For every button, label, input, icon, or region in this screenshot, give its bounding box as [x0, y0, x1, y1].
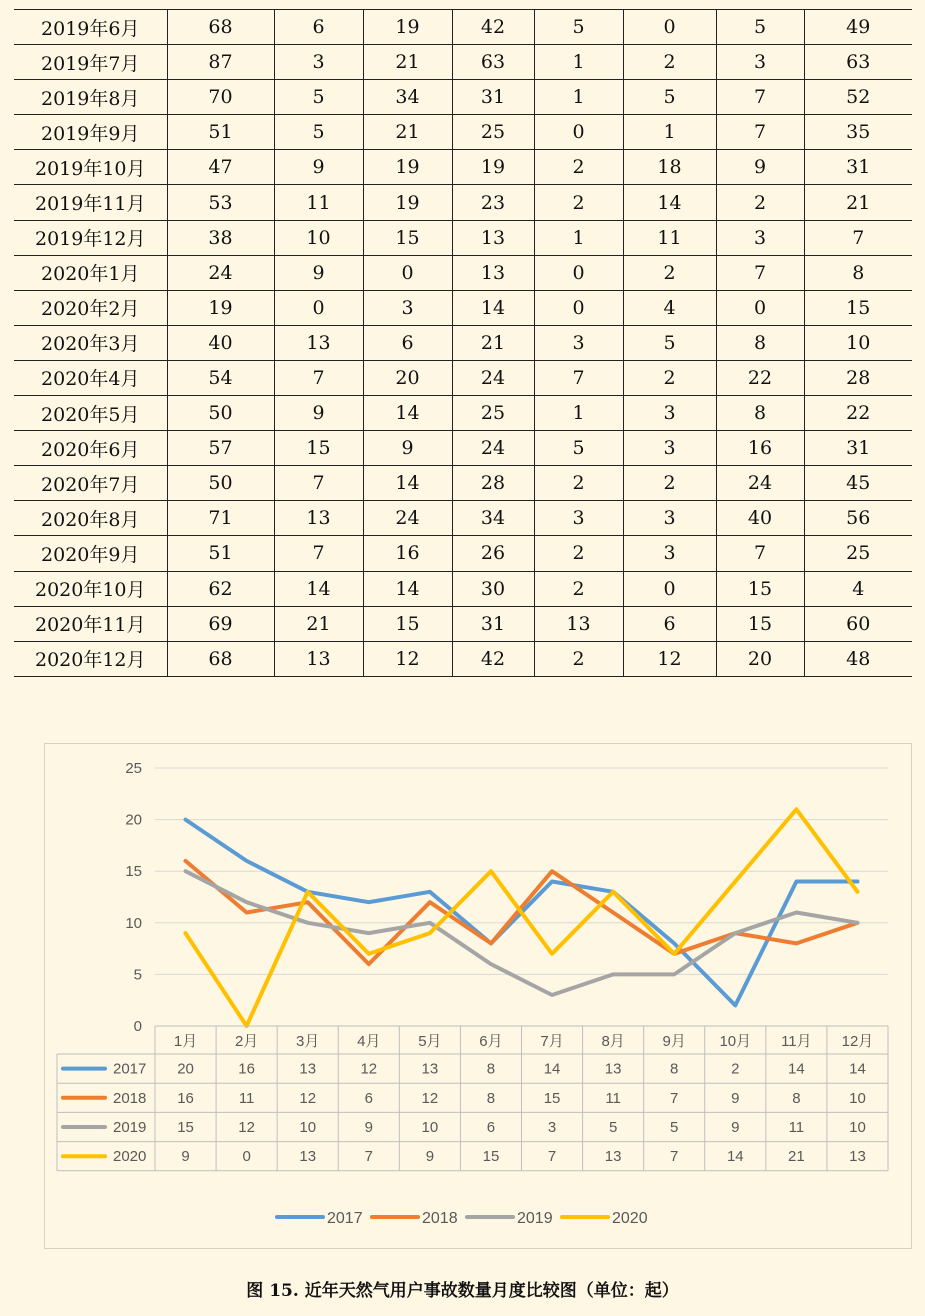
- value-cell: 6: [623, 606, 716, 641]
- value-cell: 54: [167, 360, 274, 395]
- value-cell: 62: [167, 571, 274, 606]
- value-cell: 12: [623, 641, 716, 676]
- value-cell: 14: [623, 185, 716, 220]
- figure-caption: 图 15. 近年天然气用户事故数量月度比较图（单位：起）: [246, 1281, 679, 1301]
- value-cell: 11: [274, 185, 363, 220]
- value-cell: 50: [167, 396, 274, 431]
- value-cell: 2: [534, 185, 623, 220]
- value-cell: 15: [716, 606, 804, 641]
- table-row: [14, 45, 912, 80]
- value-cell: 5: [534, 431, 623, 466]
- y-tick-label: 25: [125, 760, 142, 777]
- value-cell: 1: [534, 220, 623, 255]
- value-cell: 50: [167, 466, 274, 501]
- data-table-value: 9: [181, 1148, 190, 1166]
- data-table-value: 5: [670, 1119, 679, 1136]
- table-row: [14, 150, 912, 185]
- value-cell: 9: [274, 255, 363, 290]
- value-cell: 3: [623, 396, 716, 431]
- y-tick-label: 20: [125, 811, 142, 829]
- data-table-value: 8: [792, 1089, 801, 1107]
- value-cell: 21: [363, 45, 452, 80]
- value-cell: 0: [623, 10, 716, 45]
- legend-label: 2018: [422, 1210, 458, 1227]
- x-tick-label: 6月: [479, 1033, 503, 1050]
- data-table-value: 12: [299, 1089, 317, 1107]
- month-cell: 2019年9月: [14, 115, 167, 150]
- x-tick-label: 5月: [418, 1033, 442, 1050]
- value-cell: 28: [804, 360, 912, 395]
- value-cell: 21: [363, 115, 452, 150]
- data-table-value: 3: [547, 1119, 557, 1136]
- month-cell: 2020年5月: [14, 396, 167, 431]
- value-cell: 25: [452, 115, 534, 150]
- data-table-value: 7: [670, 1089, 679, 1107]
- data-table-value: 9: [731, 1119, 740, 1136]
- data-table-value: 11: [605, 1089, 621, 1107]
- value-cell: 9: [363, 431, 452, 466]
- value-cell: 0: [623, 571, 716, 606]
- value-cell: 7: [716, 80, 804, 115]
- value-cell: 5: [623, 325, 716, 360]
- value-cell: 7: [274, 360, 363, 395]
- value-cell: 25: [452, 396, 534, 431]
- table-row: [14, 431, 912, 466]
- table-row: [14, 360, 912, 395]
- value-cell: 16: [363, 536, 452, 571]
- legend-label: 2020: [612, 1210, 648, 1227]
- value-cell: 2: [623, 360, 716, 395]
- data-table-value: 13: [421, 1060, 439, 1078]
- value-cell: 15: [363, 220, 452, 255]
- month-cell: 2020年3月: [14, 325, 167, 360]
- legend-label: 2019: [517, 1210, 553, 1227]
- y-tick-label: 5: [133, 966, 142, 984]
- y-tick-label: 10: [125, 914, 142, 932]
- x-tick-label: 9月: [662, 1033, 686, 1050]
- table-row: [14, 10, 912, 45]
- value-cell: 24: [452, 360, 534, 395]
- data-table-value: 12: [421, 1089, 439, 1107]
- value-cell: 1: [534, 80, 623, 115]
- monthly-accident-table: [14, 9, 912, 677]
- value-cell: 15: [716, 571, 804, 606]
- month-cell: 2019年6月: [14, 10, 167, 45]
- data-table-value: 13: [604, 1060, 622, 1078]
- data-table-value: 10: [849, 1089, 866, 1107]
- data-table-value: 8: [486, 1060, 496, 1078]
- value-cell: 5: [623, 80, 716, 115]
- table-row: [14, 466, 912, 501]
- y-tick-label: 0: [133, 1018, 142, 1035]
- value-cell: 22: [804, 396, 912, 431]
- value-cell: 5: [274, 80, 363, 115]
- data-table-value: 15: [482, 1148, 500, 1166]
- data-table-value: 13: [849, 1148, 866, 1166]
- value-cell: 42: [452, 641, 534, 676]
- value-cell: 35: [804, 115, 912, 150]
- value-cell: 5: [534, 10, 623, 45]
- value-cell: 7: [716, 255, 804, 290]
- value-cell: 25: [804, 536, 912, 571]
- table-row: [14, 255, 912, 290]
- value-cell: 7: [274, 536, 363, 571]
- value-cell: 51: [167, 115, 274, 150]
- value-cell: 56: [804, 501, 912, 536]
- data-table-value: 10: [849, 1119, 866, 1136]
- value-cell: 13: [452, 255, 534, 290]
- data-table-value: 0: [242, 1148, 251, 1166]
- value-cell: 4: [623, 290, 716, 325]
- value-cell: 1: [534, 396, 623, 431]
- value-cell: 21: [274, 606, 363, 641]
- value-cell: 20: [363, 360, 452, 395]
- x-tick-label: 3月: [296, 1033, 320, 1050]
- x-tick-label: 8月: [601, 1033, 625, 1050]
- data-table-value: 8: [486, 1089, 496, 1107]
- value-cell: 34: [452, 501, 534, 536]
- value-cell: 1: [534, 45, 623, 80]
- value-cell: 34: [363, 80, 452, 115]
- value-cell: 2: [534, 466, 623, 501]
- value-cell: 7: [274, 466, 363, 501]
- y-tick-label: 15: [125, 863, 142, 881]
- month-cell: 2020年12月: [14, 641, 167, 676]
- data-table-value: 13: [299, 1148, 317, 1166]
- value-cell: 40: [716, 501, 804, 536]
- table-row: [14, 80, 912, 115]
- table-row: [14, 115, 912, 150]
- month-cell: 2020年11月: [14, 606, 167, 641]
- value-cell: 22: [716, 360, 804, 395]
- value-cell: 40: [167, 325, 274, 360]
- value-cell: 51: [167, 536, 274, 571]
- value-cell: 45: [804, 466, 912, 501]
- data-table-value: 8: [670, 1060, 679, 1078]
- value-cell: 16: [716, 431, 804, 466]
- value-cell: 52: [804, 80, 912, 115]
- table-row: [14, 501, 912, 536]
- value-cell: 13: [274, 641, 363, 676]
- month-cell: 2020年1月: [14, 255, 167, 290]
- table-row: [14, 290, 912, 325]
- value-cell: 5: [274, 115, 363, 150]
- value-cell: 31: [804, 431, 912, 466]
- value-cell: 21: [804, 185, 912, 220]
- month-cell: 2019年7月: [14, 45, 167, 80]
- value-cell: 5: [716, 10, 804, 45]
- data-table-value: 7: [364, 1148, 373, 1166]
- value-cell: 8: [716, 325, 804, 360]
- value-cell: 13: [534, 606, 623, 641]
- value-cell: 3: [623, 501, 716, 536]
- value-cell: 6: [274, 10, 363, 45]
- value-cell: 13: [274, 501, 363, 536]
- value-cell: 3: [623, 431, 716, 466]
- value-cell: 13: [452, 220, 534, 255]
- value-cell: 23: [452, 185, 534, 220]
- value-cell: 42: [452, 10, 534, 45]
- data-table-value: 11: [788, 1119, 805, 1136]
- table-row: [14, 325, 912, 360]
- data-table-value: 20: [177, 1060, 194, 1078]
- table-row: [14, 220, 912, 255]
- value-cell: 0: [534, 115, 623, 150]
- value-cell: 19: [167, 290, 274, 325]
- table-row: [14, 536, 912, 571]
- value-cell: 20: [716, 641, 804, 676]
- data-table-value: 6: [486, 1119, 496, 1136]
- month-cell: 2020年6月: [14, 431, 167, 466]
- value-cell: 3: [716, 45, 804, 80]
- value-cell: 10: [274, 220, 363, 255]
- data-table-value: 14: [726, 1148, 744, 1166]
- value-cell: 18: [623, 150, 716, 185]
- value-cell: 15: [363, 606, 452, 641]
- month-cell: 2019年11月: [14, 185, 167, 220]
- month-cell: 2020年9月: [14, 536, 167, 571]
- data-table-value: 7: [547, 1148, 557, 1166]
- value-cell: 0: [534, 290, 623, 325]
- value-cell: 24: [167, 255, 274, 290]
- value-cell: 8: [716, 396, 804, 431]
- month-cell: 2020年7月: [14, 466, 167, 501]
- series-row-label: 2017: [113, 1060, 147, 1078]
- value-cell: 2: [623, 45, 716, 80]
- value-cell: 3: [363, 290, 452, 325]
- value-cell: 48: [804, 641, 912, 676]
- value-cell: 24: [363, 501, 452, 536]
- value-cell: 1: [623, 115, 716, 150]
- series-row-label: 2020: [113, 1148, 147, 1166]
- value-cell: 11: [623, 220, 716, 255]
- value-cell: 2: [534, 641, 623, 676]
- value-cell: 53: [167, 185, 274, 220]
- value-cell: 19: [363, 150, 452, 185]
- data-table-value: 2: [731, 1060, 740, 1078]
- data-table-value: 21: [788, 1148, 805, 1166]
- value-cell: 68: [167, 641, 274, 676]
- value-cell: 3: [534, 325, 623, 360]
- data-table-value: 9: [364, 1119, 373, 1136]
- value-cell: 15: [804, 290, 912, 325]
- value-cell: 10: [804, 325, 912, 360]
- value-cell: 2: [534, 571, 623, 606]
- table-row: [14, 396, 912, 431]
- month-cell: 2020年10月: [14, 571, 167, 606]
- data-table-value: 12: [238, 1119, 255, 1136]
- data-table-value: 13: [299, 1060, 317, 1078]
- data-table-value: 9: [425, 1148, 435, 1166]
- value-cell: 3: [274, 45, 363, 80]
- value-cell: 49: [804, 10, 912, 45]
- table-row: [14, 641, 912, 676]
- value-cell: 2: [534, 150, 623, 185]
- table-row: [14, 606, 912, 641]
- month-cell: 2020年4月: [14, 360, 167, 395]
- value-cell: 19: [363, 185, 452, 220]
- value-cell: 24: [716, 466, 804, 501]
- x-tick-label: 7月: [540, 1033, 564, 1050]
- data-table-value: 15: [177, 1119, 194, 1136]
- value-cell: 60: [804, 606, 912, 641]
- month-cell: 2019年12月: [14, 220, 167, 255]
- value-cell: 14: [274, 571, 363, 606]
- value-cell: 31: [804, 150, 912, 185]
- value-cell: 24: [452, 431, 534, 466]
- value-cell: 0: [534, 255, 623, 290]
- value-cell: 9: [274, 396, 363, 431]
- data-table-value: 16: [238, 1060, 255, 1078]
- data-table-value: 10: [421, 1119, 439, 1136]
- value-cell: 57: [167, 431, 274, 466]
- value-cell: 0: [716, 290, 804, 325]
- series-row-label: 2019: [113, 1119, 147, 1136]
- value-cell: 31: [452, 80, 534, 115]
- chart-canvas: [45, 744, 913, 1250]
- table-row: [14, 185, 912, 220]
- value-cell: 2: [716, 185, 804, 220]
- month-cell: 2020年8月: [14, 501, 167, 536]
- x-tick-label: 12月: [841, 1033, 874, 1050]
- legend-label: 2017: [327, 1210, 363, 1227]
- data-table-value: 16: [177, 1089, 194, 1107]
- data-table-value: 12: [360, 1060, 378, 1078]
- value-cell: 47: [167, 150, 274, 185]
- value-cell: 7: [716, 115, 804, 150]
- table-row: [14, 571, 912, 606]
- value-cell: 9: [716, 150, 804, 185]
- x-tick-label: 4月: [357, 1033, 381, 1050]
- data-table-value: 9: [731, 1089, 740, 1107]
- value-cell: 63: [804, 45, 912, 80]
- month-cell: 2020年2月: [14, 290, 167, 325]
- data-table-value: 11: [238, 1089, 255, 1107]
- series-row-label: 2018: [113, 1089, 147, 1107]
- value-cell: 7: [716, 536, 804, 571]
- data-table-value: 6: [364, 1089, 373, 1107]
- month-cell: 2019年10月: [14, 150, 167, 185]
- x-tick-label: 2月: [234, 1033, 259, 1050]
- value-cell: 87: [167, 45, 274, 80]
- value-cell: 12: [363, 641, 452, 676]
- value-cell: 9: [274, 150, 363, 185]
- value-cell: 14: [452, 290, 534, 325]
- value-cell: 30: [452, 571, 534, 606]
- value-cell: 3: [534, 501, 623, 536]
- value-cell: 69: [167, 606, 274, 641]
- value-cell: 0: [363, 255, 452, 290]
- value-cell: 28: [452, 466, 534, 501]
- value-cell: 15: [274, 431, 363, 466]
- data-table-value: 14: [849, 1060, 866, 1078]
- series-line-2019: [186, 871, 858, 995]
- value-cell: 14: [363, 571, 452, 606]
- data-table-value: 10: [299, 1119, 317, 1136]
- value-cell: 19: [363, 10, 452, 45]
- data-table-value: 14: [543, 1060, 561, 1078]
- x-tick-label: 1月: [173, 1033, 198, 1050]
- value-cell: 38: [167, 220, 274, 255]
- value-cell: 7: [534, 360, 623, 395]
- value-cell: 14: [363, 466, 452, 501]
- comparison-chart: [44, 743, 912, 1249]
- value-cell: 19: [452, 150, 534, 185]
- value-cell: 7: [804, 220, 912, 255]
- x-tick-label: 10月: [719, 1033, 752, 1050]
- data-table-value: 15: [543, 1089, 561, 1107]
- value-cell: 4: [804, 571, 912, 606]
- data-table-value: 13: [604, 1148, 622, 1166]
- value-cell: 0: [274, 290, 363, 325]
- value-cell: 21: [452, 325, 534, 360]
- value-cell: 70: [167, 80, 274, 115]
- value-cell: 63: [452, 45, 534, 80]
- value-cell: 14: [363, 396, 452, 431]
- value-cell: 6: [363, 325, 452, 360]
- value-cell: 31: [452, 606, 534, 641]
- value-cell: 3: [623, 536, 716, 571]
- value-cell: 2: [534, 536, 623, 571]
- data-table-value: 7: [670, 1148, 679, 1166]
- value-cell: 8: [804, 255, 912, 290]
- value-cell: 3: [716, 220, 804, 255]
- value-cell: 2: [623, 466, 716, 501]
- month-cell: 2019年8月: [14, 80, 167, 115]
- value-cell: 26: [452, 536, 534, 571]
- x-tick-label: 11月: [781, 1033, 812, 1050]
- value-cell: 13: [274, 325, 363, 360]
- value-cell: 71: [167, 501, 274, 536]
- data-table-value: 5: [608, 1119, 618, 1136]
- value-cell: 68: [167, 10, 274, 45]
- data-table-value: 14: [788, 1060, 805, 1078]
- value-cell: 2: [623, 255, 716, 290]
